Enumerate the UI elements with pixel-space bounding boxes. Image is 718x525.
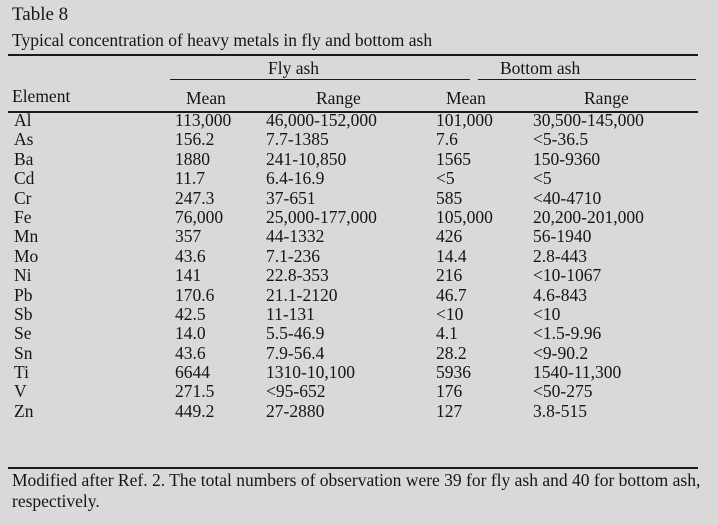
cell-element: Zn (14, 400, 34, 421)
table-row (0, 305, 718, 324)
cell-fly-mean: 141 (175, 265, 202, 286)
cell-bottom-mean: 426 (436, 226, 463, 247)
column-header-fly-range: Range (316, 88, 361, 108)
cell-bottom-mean: <10 (436, 303, 464, 324)
table-row (0, 227, 718, 246)
table-body (0, 111, 718, 421)
cell-fly-range: 27-2880 (266, 400, 325, 421)
table-row (0, 402, 718, 421)
cell-fly-mean: 449.2 (175, 400, 215, 421)
cell-fly-range: 6.4-16.9 (266, 168, 325, 189)
table-row (0, 150, 718, 169)
cell-bottom-mean: 46.7 (436, 284, 467, 305)
cell-bottom-mean: 14.4 (436, 245, 467, 266)
cell-element: As (14, 129, 34, 150)
cell-bottom-range: <10-1067 (533, 265, 602, 286)
table-row (0, 382, 718, 401)
cell-bottom-mean: 28.2 (436, 342, 467, 363)
cell-fly-range: 25,000-177,000 (266, 206, 377, 227)
group-header-bottom-ash: Bottom ash (500, 58, 581, 78)
cell-fly-mean: 43.6 (175, 342, 206, 363)
column-header-element: Element (12, 86, 71, 106)
cell-bottom-range: 150-9360 (533, 148, 601, 169)
cell-fly-range: 5.5-46.9 (266, 323, 325, 344)
cell-element: Se (14, 323, 32, 344)
cell-bottom-range: <5 (533, 168, 552, 189)
table-row (0, 130, 718, 149)
column-header-bottom-mean: Mean (446, 88, 486, 108)
cell-bottom-range: <50-275 (533, 381, 593, 402)
cell-fly-range: 11-131 (266, 303, 315, 324)
table-row (0, 286, 718, 305)
cell-fly-mean: 76,000 (175, 206, 224, 227)
column-header-fly-mean: Mean (186, 88, 226, 108)
cell-bottom-range: <40-4710 (533, 187, 602, 208)
cell-element: Mo (14, 245, 39, 266)
bottom-ash-underline (478, 79, 696, 80)
table-row (0, 363, 718, 382)
cell-bottom-range: 3.8-515 (533, 400, 587, 421)
cell-fly-range: <95-652 (266, 381, 326, 402)
column-header-bottom-range: Range (584, 88, 629, 108)
cell-element: Al (14, 110, 32, 130)
cell-fly-range: 7.9-56.4 (266, 342, 325, 363)
cell-fly-mean: 170.6 (175, 284, 215, 305)
cell-bottom-range: <5-36.5 (533, 129, 589, 150)
cell-bottom-mean: 216 (436, 265, 463, 286)
cell-element: V (14, 381, 27, 402)
table-row (0, 169, 718, 188)
cell-fly-range: 37-651 (266, 187, 316, 208)
cell-fly-mean: 43.6 (175, 245, 206, 266)
cell-fly-range: 241-10,850 (266, 148, 347, 169)
cell-fly-mean: 156.2 (175, 129, 215, 150)
cell-bottom-mean: 105,000 (436, 206, 493, 227)
cell-bottom-mean: 4.1 (436, 323, 458, 344)
cell-fly-mean: 11.7 (175, 168, 205, 189)
cell-fly-range: 46,000-152,000 (266, 110, 377, 130)
cell-bottom-mean: 585 (436, 187, 463, 208)
cell-fly-range: 21.1-2120 (266, 284, 338, 305)
cell-fly-mean: 42.5 (175, 303, 206, 324)
cell-element: Mn (14, 226, 39, 247)
cell-bottom-range: 56-1940 (533, 226, 592, 247)
top-rule (8, 54, 698, 56)
cell-element: Cr (14, 187, 32, 208)
table-row (0, 111, 718, 130)
group-header-fly-ash: Fly ash (268, 58, 320, 78)
cell-element: Ni (14, 265, 32, 286)
cell-fly-range: 1310-10,100 (266, 362, 355, 383)
cell-fly-range: 7.1-236 (266, 245, 320, 266)
cell-element: Sb (14, 303, 33, 324)
table-footnote: Modified after Ref. 2. The total numbers of observation were 39 for fly ash and 40 for bottom ash, respectively. (12, 470, 701, 511)
bottom-rule (8, 467, 698, 469)
table-row (0, 247, 718, 266)
cell-bottom-mean: 176 (436, 381, 463, 402)
cell-fly-mean: 247.3 (175, 187, 215, 208)
cell-element: Cd (14, 168, 35, 189)
cell-bottom-range: <1.5-9.96 (533, 323, 602, 344)
table-title: Table 8 (12, 4, 69, 25)
cell-fly-range: 7.7-1385 (266, 129, 329, 150)
cell-bottom-range: <10 (533, 303, 561, 324)
cell-bottom-mean: <5 (436, 168, 455, 189)
cell-element: Ti (14, 362, 29, 383)
cell-bottom-range: 1540-11,300 (533, 362, 622, 383)
table-row (0, 208, 718, 227)
cell-fly-range: 22.8-353 (266, 265, 329, 286)
cell-fly-mean: 14.0 (175, 323, 206, 344)
table-row (0, 189, 718, 208)
cell-bottom-range: 30,500-145,000 (533, 110, 644, 130)
cell-bottom-range: <9-90.2 (533, 342, 589, 363)
cell-bottom-range: 20,200-201,000 (533, 206, 644, 227)
cell-element: Sn (14, 342, 33, 363)
cell-bottom-range: 4.6-843 (533, 284, 587, 305)
cell-bottom-mean: 101,000 (436, 110, 493, 130)
table-row (0, 324, 718, 343)
fly-ash-underline (170, 79, 470, 80)
cell-fly-mean: 1880 (175, 148, 210, 169)
table-row (0, 344, 718, 363)
cell-bottom-mean: 1565 (436, 148, 471, 169)
cell-bottom-mean: 127 (436, 400, 463, 421)
table-row (0, 266, 718, 285)
cell-fly-mean: 271.5 (175, 381, 215, 402)
table-caption: Typical concentration of heavy metals in fly and bottom ash (12, 30, 433, 50)
cell-fly-mean: 6644 (175, 362, 210, 383)
cell-fly-range: 44-1332 (266, 226, 325, 247)
cell-bottom-mean: 5936 (436, 362, 471, 383)
cell-fly-mean: 113,000 (175, 110, 232, 130)
cell-bottom-range: 2.8-443 (533, 245, 587, 266)
cell-fly-mean: 357 (175, 226, 202, 247)
cell-element: Pb (14, 284, 33, 305)
cell-bottom-mean: 7.6 (436, 129, 458, 150)
cell-element: Ba (14, 148, 34, 169)
cell-element: Fe (14, 206, 32, 227)
